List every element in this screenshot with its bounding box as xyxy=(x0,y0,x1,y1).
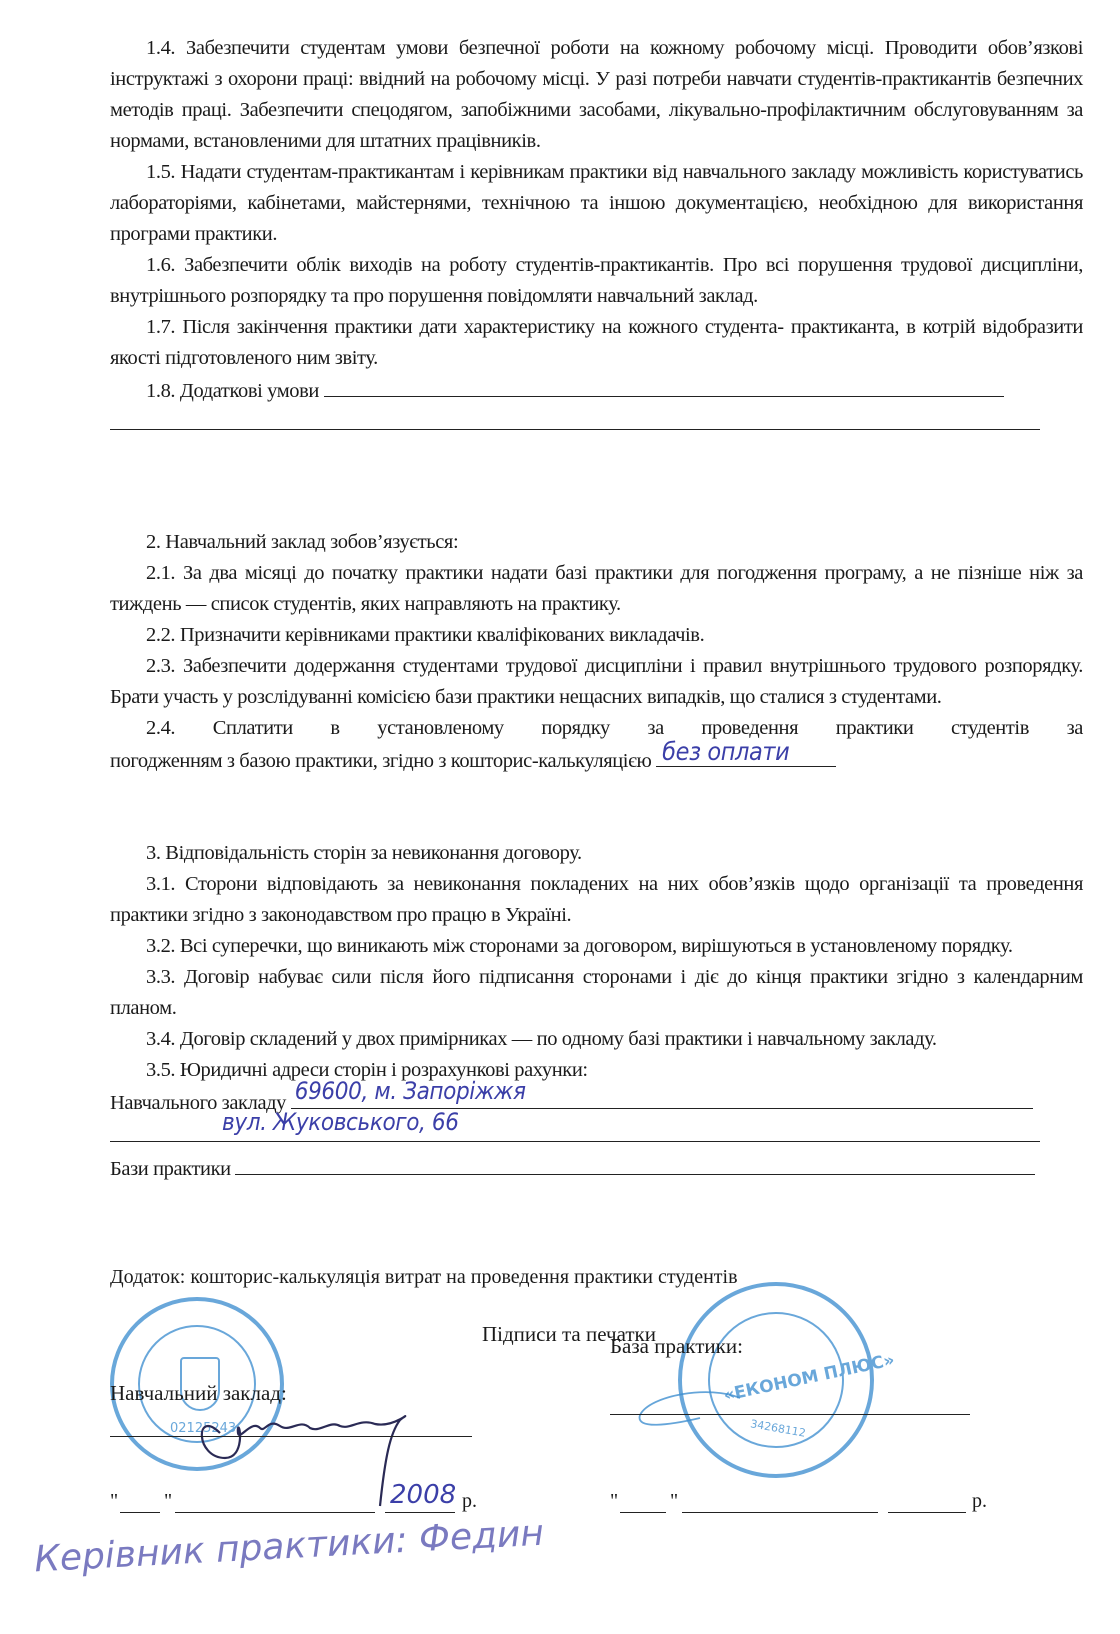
base-year-field[interactable] xyxy=(888,1512,966,1513)
section-2-heading: 2. Навчальний заклад зобов’язується: xyxy=(146,531,459,553)
clause-1-7: 1.7. Після закінчення практики дати характеристику на кожного студента- практиканта, в котрій відобразити якості підготовленого ним звіту. xyxy=(110,316,1083,369)
institution-year-field[interactable] xyxy=(385,1512,455,1513)
payment-handwritten-value: без оплати xyxy=(662,737,790,766)
additional-terms-field-2[interactable] xyxy=(110,407,1040,430)
institution-address-label: Навчального закладу xyxy=(110,1092,287,1114)
base-date-close-quote: " xyxy=(670,1490,679,1512)
clause-1-5: 1.5. Надати студентам-практикантам і керівникам практики від навчального закладу можливість користуватись лабораторіями, кабінетами, майстернями, технічною та іншою документацією, необхідною для використання програми практики. xyxy=(110,161,1083,245)
base-day-field[interactable] xyxy=(620,1512,666,1513)
clause-1-4: 1.4. Забезпечити студентам умови безпечної роботи на кожному робочому місці. Проводити обов’язкові інструктажі з охорони праці: ввідний на робочому місці. У разі потреби навчати студентів-практикантів безпечних методів праці. Забезпечити спецодягом, запобіжними засобами, лікувально-профілактичним обслуговуванням за нормами, встановленими для штатних працівників. xyxy=(110,37,1083,152)
institution-address-field[interactable] xyxy=(291,1077,1033,1109)
institution-stamp-code: 02125243 xyxy=(170,1421,237,1436)
clause-3-1: 3.1. Сторони відповідають за невиконання покладених на них обов’язків щодо організації та проведення практики згідно з законодавством про працю в Україні. xyxy=(110,873,1083,926)
section-3-heading: 3. Відповідальність сторін за невиконання договору. xyxy=(146,842,582,864)
signatures-heading: Підписи та печатки xyxy=(482,1322,656,1346)
institution-month-field[interactable] xyxy=(175,1512,375,1513)
clause-3-5: 3.5. Юридичні адреси сторін і розрахункові рахунки: xyxy=(146,1059,588,1081)
institution-address-handwritten-2: вул. Жуковського, 66 xyxy=(222,1108,459,1136)
clause-2-2: 2.2. Призначити керівниками практики кваліфікованих викладачів. xyxy=(146,624,705,646)
base-date-open-quote: " xyxy=(610,1490,619,1512)
institution-address-row-2 xyxy=(110,1108,1083,1152)
base-address-label: Бази практики xyxy=(110,1158,231,1180)
clause-2-3: 2.3. Забезпечити додержання студентами трудової дисципліни і правил внутрішнього трудового розпорядку. Брати участь у розслідуванні комісією бази практики нещасних випадків, що сталися з студентами. xyxy=(110,655,1083,708)
institution-year-handwritten: 2008 xyxy=(390,1480,457,1510)
base-signature-label: База практики: xyxy=(610,1334,743,1358)
additional-terms-line-2 xyxy=(110,407,1083,440)
institution-address-handwritten-1: 69600, м. Запоріжжя xyxy=(294,1077,526,1105)
payment-terms-field[interactable] xyxy=(656,737,836,767)
additional-terms-field[interactable] xyxy=(324,374,1004,397)
additional-terms-label: 1.8. Додаткові умови xyxy=(146,380,319,402)
base-year-suffix: р. xyxy=(972,1490,987,1512)
base-signature-icon xyxy=(630,1380,750,1440)
payment-terms-label: погодженням з базою практики, згідно з кошторис-калькуляцією xyxy=(110,750,652,772)
institution-address-field-2[interactable] xyxy=(110,1108,1040,1142)
section-2-body xyxy=(110,527,1083,777)
clause-3-4: 3.4. Договір складений у двох примірниках — по одному базі практики і навчальному закладу. xyxy=(146,1028,937,1050)
base-address-field[interactable] xyxy=(235,1152,1035,1175)
section-1-body xyxy=(110,33,1083,440)
appendix xyxy=(110,1262,1083,1293)
clause-3-3: 3.3. Договір набуває сили після його підписання сторонами і діє до кінця практики згідно з календарним планом. xyxy=(110,966,1083,1019)
clause-1-6: 1.6. Забезпечити облік виходів на роботу студентів-практикантів. Про всі порушення трудової дисципліни, внутрішнього розпорядку та про порушення повідомляти навчальний заклад. xyxy=(110,254,1083,307)
clause-2-4-line-1: 2.4. Сплатити в установленому порядку за проведення практики студентів за xyxy=(146,717,1083,739)
clause-2-4-line-2 xyxy=(110,737,1083,777)
base-address-row xyxy=(110,1152,1083,1185)
institution-signature-label: Навчальний заклад: xyxy=(110,1381,287,1405)
institution-year-suffix: р. xyxy=(462,1490,477,1512)
base-stamp-name: «ЕКОНОМ ПЛЮС» xyxy=(721,1350,897,1406)
clause-1-8 xyxy=(110,374,1083,407)
appendix-text: Додаток: кошторис-калькуляція витрат на проведення практики студентів xyxy=(110,1266,738,1288)
base-month-field[interactable] xyxy=(682,1512,878,1513)
base-signature-line[interactable] xyxy=(610,1414,970,1415)
supervisor-handwritten-note: Керівник практики: Федин xyxy=(33,1512,545,1581)
clause-3-2: 3.2. Всі суперечки, що виникають між сторонами за договором, вирішуються в установленому порядку. xyxy=(146,935,1013,957)
base-stamp-code: 34268112 xyxy=(749,1417,807,1440)
institution-signature-line[interactable] xyxy=(110,1436,472,1437)
institution-day-field[interactable] xyxy=(120,1512,160,1513)
section-3-body xyxy=(110,838,1083,1185)
institution-date-close-quote: " xyxy=(164,1490,173,1512)
institution-date-open-quote: " xyxy=(110,1490,119,1512)
clause-2-1: 2.1. За два місяці до початку практики надати базі практики для погодження програму, а не пізніше ніж за тиждень — список студентів, яких направляють на практику. xyxy=(110,562,1083,615)
